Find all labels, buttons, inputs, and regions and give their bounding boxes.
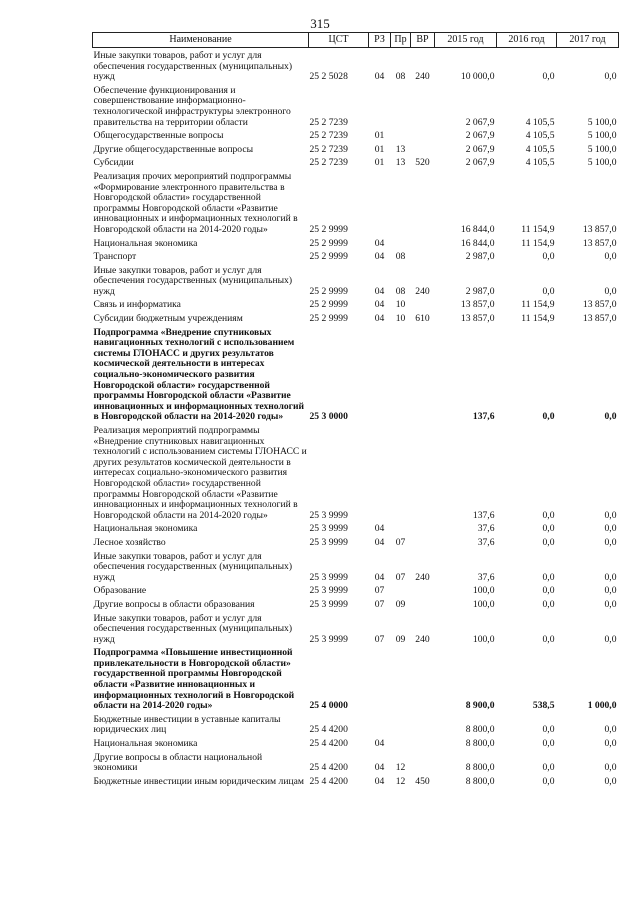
cell-vr bbox=[411, 83, 435, 128]
cell-cst: 25 3 9999 bbox=[309, 598, 348, 610]
table-row bbox=[93, 142, 619, 156]
table-row bbox=[93, 169, 619, 236]
cell-name: Другие вопросы в области национальной экономики bbox=[93, 751, 263, 774]
cell-2015: 8 800,0 bbox=[465, 724, 495, 736]
cell-name: Субсидии bbox=[93, 157, 134, 169]
cell-cst: 25 2 9999 bbox=[309, 299, 348, 311]
cell-2017: 0,0 bbox=[604, 585, 617, 597]
cell-pr: 13 bbox=[395, 157, 406, 169]
cell-2017: 13 857,0 bbox=[582, 237, 617, 249]
cell-pr: 08 bbox=[395, 71, 406, 83]
cell-2016: 0,0 bbox=[542, 598, 555, 610]
cell-pr: 12 bbox=[395, 775, 406, 787]
cell-name: Национальная экономика bbox=[93, 523, 198, 535]
cell-2016: 0,0 bbox=[542, 738, 555, 750]
cell-cst: 25 4 4200 bbox=[309, 724, 348, 736]
cell-2015: 13 857,0 bbox=[460, 313, 495, 325]
table-row bbox=[93, 712, 619, 736]
cell-2015: 2 987,0 bbox=[465, 285, 495, 297]
cell-cst: 25 2 5028 bbox=[309, 71, 348, 83]
table-row bbox=[93, 297, 619, 311]
cell-rz: 04 bbox=[374, 762, 385, 774]
table-header-row bbox=[93, 33, 619, 48]
cell-pr bbox=[391, 645, 411, 712]
cell-rz: 04 bbox=[374, 523, 385, 535]
cell-name: Национальная экономика bbox=[93, 738, 198, 750]
cell-pr: 09 bbox=[395, 633, 406, 645]
cell-2016: 11 154,9 bbox=[521, 313, 555, 325]
cell-name: Бюджетные инвестиции в уставные капиталы юридических лиц bbox=[93, 713, 281, 736]
cell-cst: 25 3 9999 bbox=[309, 509, 348, 521]
cell-vr bbox=[411, 169, 435, 236]
cell-name: Подпрограмма «Повышение инвестиционной привлекательности в Новгородской области» государственной программы Новгородской области «Развитие инновационных и информационных технологий в Новгородской области на 2014-2020 годы» bbox=[93, 647, 295, 712]
budget-table bbox=[92, 32, 619, 787]
cell-pr: 07 bbox=[395, 571, 406, 583]
table-row bbox=[93, 535, 619, 549]
cell-2015: 8 800,0 bbox=[465, 762, 495, 774]
cell-vr: 240 bbox=[415, 633, 430, 645]
cell-pr: 09 bbox=[395, 598, 406, 610]
cell-rz bbox=[369, 645, 391, 712]
cell-pr bbox=[391, 169, 411, 236]
cell-2017: 13 857,0 bbox=[582, 313, 617, 325]
table-row bbox=[93, 583, 619, 597]
cell-2016: 538,5 bbox=[532, 700, 555, 712]
cell-2016: 4 105,5 bbox=[525, 143, 555, 155]
cell-2016: 0,0 bbox=[542, 571, 555, 583]
cell-name: Реализация мероприятий подпрограммы «Внедрение спутниковых навигационных технологий с использованием системы ГЛОНАСС и других результатов космической деятельности в интересах социально-экономического развития Новгородской области» государственной программы Новгородской области «Развитие инновационных и информационных технологий в Новгородской области на 2014-2020 годы» bbox=[93, 425, 307, 521]
cell-2015: 37,6 bbox=[477, 536, 495, 548]
cell-rz: 07 bbox=[374, 598, 385, 610]
table-row bbox=[93, 325, 619, 423]
cell-rz: 01 bbox=[374, 130, 385, 142]
header-vr: ВР bbox=[411, 33, 435, 48]
cell-2016: 0,0 bbox=[542, 585, 555, 597]
cell-2017: 0,0 bbox=[604, 523, 617, 535]
cell-rz: 04 bbox=[374, 237, 385, 249]
cell-name: Бюджетные инвестиции иным юридическим лицам bbox=[93, 775, 304, 787]
cell-2016: 11 154,9 bbox=[521, 299, 555, 311]
cell-cst: 25 2 9999 bbox=[309, 285, 348, 297]
cell-name: Иные закупки товаров, работ и услуг для обеспечения государственных (муниципальных) нужд bbox=[93, 264, 293, 297]
page-number: 315 bbox=[310, 16, 330, 31]
cell-2017: 13 857,0 bbox=[582, 223, 617, 235]
cell-pr: 13 bbox=[395, 143, 406, 155]
cell-vr bbox=[411, 583, 435, 597]
cell-cst: 25 2 9999 bbox=[309, 237, 348, 249]
cell-cst: 25 3 9999 bbox=[309, 585, 348, 597]
cell-rz: 04 bbox=[374, 71, 385, 83]
cell-rz bbox=[369, 83, 391, 128]
cell-name: Общегосударственные вопросы bbox=[93, 130, 224, 142]
cell-rz: 01 bbox=[374, 143, 385, 155]
cell-2016: 11 154,9 bbox=[521, 237, 555, 249]
cell-vr bbox=[411, 712, 435, 736]
cell-2017: 0,0 bbox=[604, 251, 617, 263]
cell-name: Субсидии бюджетным учреждениям bbox=[93, 313, 243, 325]
cell-rz: 04 bbox=[374, 738, 385, 750]
cell-cst: 25 4 4200 bbox=[309, 775, 348, 787]
cell-vr bbox=[411, 535, 435, 549]
table-row bbox=[93, 521, 619, 535]
table-row bbox=[93, 549, 619, 584]
cell-cst: 25 2 9999 bbox=[309, 251, 348, 263]
cell-2016: 0,0 bbox=[542, 775, 555, 787]
cell-rz: 01 bbox=[374, 157, 385, 169]
cell-2015: 37,6 bbox=[477, 571, 495, 583]
cell-2017: 0,0 bbox=[604, 598, 617, 610]
cell-vr bbox=[411, 645, 435, 712]
cell-vr: 450 bbox=[415, 775, 430, 787]
cell-2016: 0,0 bbox=[542, 762, 555, 774]
cell-2015: 2 067,9 bbox=[465, 143, 495, 155]
cell-cst: 25 4 0000 bbox=[309, 700, 348, 712]
header-rz: РЗ bbox=[369, 33, 391, 48]
cell-2015: 8 800,0 bbox=[465, 738, 495, 750]
cell-cst: 25 4 4200 bbox=[309, 762, 348, 774]
cell-2015: 16 844,0 bbox=[460, 237, 495, 249]
cell-2017: 0,0 bbox=[604, 71, 617, 83]
cell-rz bbox=[369, 325, 391, 423]
cell-cst: 25 2 9999 bbox=[309, 313, 348, 325]
cell-vr: 240 bbox=[415, 571, 430, 583]
table-body bbox=[93, 48, 619, 788]
cell-name: Иные закупки товаров, работ и услуг для обеспечения государственных (муниципальных) нужд bbox=[93, 550, 293, 583]
cell-pr bbox=[391, 325, 411, 423]
cell-name: Реализация прочих мероприятий подпрограммы «Формирование электронного правительства в Новгородской области» государственной программы Новгородской области «Развитие инновационных и информационных технологий в Новгородской области на 2014-2020 годы» bbox=[93, 170, 298, 235]
cell-pr bbox=[391, 521, 411, 535]
table-row bbox=[93, 311, 619, 325]
cell-rz: 04 bbox=[374, 299, 385, 311]
cell-name: Подпрограмма «Внедрение спутниковых навигационных технологий с использованием системы ГЛОНАСС и других результатов космической деятельности в интересах социально-экономического развития Новгородской области» государственной программы Новгородской области «Развитие инновационных и информационных технологий в Новгородской области на 2014-2020 годы» bbox=[93, 326, 305, 423]
cell-2017: 0,0 bbox=[604, 633, 617, 645]
cell-name: Национальная экономика bbox=[93, 237, 198, 249]
header-pr: Пр bbox=[391, 33, 411, 48]
header-cst: ЦСТ bbox=[309, 33, 369, 48]
cell-2015: 137,6 bbox=[472, 509, 495, 521]
cell-pr bbox=[391, 736, 411, 750]
cell-pr: 08 bbox=[395, 285, 406, 297]
cell-2015: 2 067,9 bbox=[465, 157, 495, 169]
cell-rz: 04 bbox=[374, 536, 385, 548]
cell-2015: 8 900,0 bbox=[465, 700, 495, 712]
table-row bbox=[93, 155, 619, 169]
cell-2017: 0,0 bbox=[604, 285, 617, 297]
cell-vr bbox=[411, 597, 435, 611]
table-row bbox=[93, 236, 619, 250]
cell-vr bbox=[411, 236, 435, 250]
cell-cst: 25 3 9999 bbox=[309, 571, 348, 583]
cell-pr: 10 bbox=[395, 313, 406, 325]
cell-2016: 0,0 bbox=[542, 509, 555, 521]
cell-2015: 2 987,0 bbox=[465, 251, 495, 263]
cell-2017: 0,0 bbox=[604, 738, 617, 750]
cell-name: Иные закупки товаров, работ и услуг для обеспечения государственных (муниципальных) нужд bbox=[93, 50, 293, 83]
cell-pr bbox=[391, 236, 411, 250]
cell-cst: 25 3 0000 bbox=[309, 411, 348, 423]
cell-vr bbox=[411, 297, 435, 311]
cell-2015: 13 857,0 bbox=[460, 299, 495, 311]
cell-vr bbox=[411, 142, 435, 156]
cell-vr bbox=[411, 128, 435, 142]
cell-2016: 0,0 bbox=[542, 633, 555, 645]
cell-2015: 2 067,9 bbox=[465, 130, 495, 142]
cell-cst: 25 3 9999 bbox=[309, 633, 348, 645]
cell-rz: 04 bbox=[374, 285, 385, 297]
cell-name: Другие общегосударственные вопросы bbox=[93, 143, 254, 155]
cell-2017: 1 000,0 bbox=[587, 700, 617, 712]
cell-2017: 0,0 bbox=[604, 762, 617, 774]
cell-name: Иные закупки товаров, работ и услуг для обеспечения государственных (муниципальных) нужд bbox=[93, 612, 293, 645]
cell-rz bbox=[369, 712, 391, 736]
table-row bbox=[93, 83, 619, 128]
cell-cst: 25 4 4200 bbox=[309, 738, 348, 750]
cell-pr bbox=[391, 583, 411, 597]
cell-2017: 0,0 bbox=[604, 536, 617, 548]
cell-2015: 16 844,0 bbox=[460, 223, 495, 235]
cell-vr bbox=[411, 750, 435, 774]
cell-2017: 5 100,0 bbox=[587, 143, 617, 155]
cell-2015: 100,0 bbox=[472, 585, 495, 597]
cell-vr: 610 bbox=[415, 313, 430, 325]
cell-2017: 0,0 bbox=[604, 724, 617, 736]
cell-2016: 4 105,5 bbox=[525, 130, 555, 142]
cell-2016: 0,0 bbox=[542, 523, 555, 535]
cell-2017: 5 100,0 bbox=[587, 130, 617, 142]
header-2017: 2017 год bbox=[557, 33, 619, 48]
cell-cst: 25 3 9999 bbox=[309, 523, 348, 535]
cell-2016: 0,0 bbox=[542, 251, 555, 263]
cell-vr bbox=[411, 423, 435, 521]
cell-name: Лесное хозяйство bbox=[93, 536, 166, 548]
cell-rz: 04 bbox=[374, 571, 385, 583]
table-row bbox=[93, 774, 619, 788]
table-row bbox=[93, 736, 619, 750]
cell-2016: 0,0 bbox=[542, 724, 555, 736]
cell-2016: 4 105,5 bbox=[525, 157, 555, 169]
cell-2017: 13 857,0 bbox=[582, 299, 617, 311]
cell-2017: 0,0 bbox=[604, 775, 617, 787]
cell-pr: 07 bbox=[395, 536, 406, 548]
table-row bbox=[93, 263, 619, 298]
cell-2017: 5 100,0 bbox=[587, 116, 617, 128]
cell-rz: 04 bbox=[374, 251, 385, 263]
header-2015: 2015 год bbox=[435, 33, 497, 48]
cell-2015: 100,0 bbox=[472, 633, 495, 645]
cell-2016: 0,0 bbox=[542, 536, 555, 548]
cell-pr: 08 bbox=[395, 251, 406, 263]
cell-rz bbox=[369, 423, 391, 521]
cell-2017: 0,0 bbox=[604, 411, 617, 423]
table-row bbox=[93, 249, 619, 263]
cell-2016: 0,0 bbox=[542, 71, 555, 83]
table-row bbox=[93, 48, 619, 83]
table-row bbox=[93, 611, 619, 646]
cell-vr: 240 bbox=[415, 285, 430, 297]
cell-2016: 0,0 bbox=[542, 285, 555, 297]
table-row bbox=[93, 645, 619, 712]
cell-2015: 137,6 bbox=[472, 411, 495, 423]
cell-2016: 11 154,9 bbox=[521, 223, 555, 235]
cell-cst: 25 3 9999 bbox=[309, 536, 348, 548]
cell-2017: 0,0 bbox=[604, 509, 617, 521]
cell-2015: 2 067,9 bbox=[465, 116, 495, 128]
cell-2017: 5 100,0 bbox=[587, 157, 617, 169]
cell-cst: 25 2 7239 bbox=[309, 116, 348, 128]
cell-2015: 10 000,0 bbox=[460, 71, 495, 83]
cell-vr bbox=[411, 736, 435, 750]
cell-vr: 240 bbox=[415, 71, 430, 83]
header-2016: 2016 год bbox=[497, 33, 557, 48]
cell-cst: 25 2 9999 bbox=[309, 223, 348, 235]
cell-vr bbox=[411, 325, 435, 423]
cell-cst: 25 2 7239 bbox=[309, 130, 348, 142]
cell-pr bbox=[391, 83, 411, 128]
cell-pr bbox=[391, 128, 411, 142]
cell-2015: 8 800,0 bbox=[465, 775, 495, 787]
table-row bbox=[93, 750, 619, 774]
cell-name: Другие вопросы в области образования bbox=[93, 598, 255, 610]
cell-pr bbox=[391, 423, 411, 521]
cell-rz bbox=[369, 169, 391, 236]
cell-pr: 10 bbox=[395, 299, 406, 311]
cell-pr: 12 bbox=[395, 762, 406, 774]
header-name: Наименование bbox=[93, 33, 309, 48]
cell-rz: 07 bbox=[374, 633, 385, 645]
table-row bbox=[93, 423, 619, 521]
cell-2016: 0,0 bbox=[542, 411, 555, 423]
cell-pr bbox=[391, 712, 411, 736]
cell-2016: 4 105,5 bbox=[525, 116, 555, 128]
cell-rz: 07 bbox=[374, 585, 385, 597]
cell-vr bbox=[411, 521, 435, 535]
cell-rz: 04 bbox=[374, 775, 385, 787]
cell-name: Образование bbox=[93, 585, 147, 597]
cell-name: Связь и информатика bbox=[93, 299, 181, 311]
cell-cst: 25 2 7239 bbox=[309, 143, 348, 155]
cell-rz: 04 bbox=[374, 313, 385, 325]
cell-cst: 25 2 7239 bbox=[309, 157, 348, 169]
cell-2017: 0,0 bbox=[604, 571, 617, 583]
cell-vr: 520 bbox=[415, 157, 430, 169]
cell-vr bbox=[411, 249, 435, 263]
cell-name: Обеспечение функционирования и совершенствование информационно-технологической инфраструктуры электронного правительства на территории области bbox=[93, 84, 291, 128]
table-row bbox=[93, 597, 619, 611]
cell-name: Транспорт bbox=[93, 251, 137, 263]
table-row bbox=[93, 128, 619, 142]
cell-2015: 100,0 bbox=[472, 598, 495, 610]
cell-2015: 37,6 bbox=[477, 523, 495, 535]
